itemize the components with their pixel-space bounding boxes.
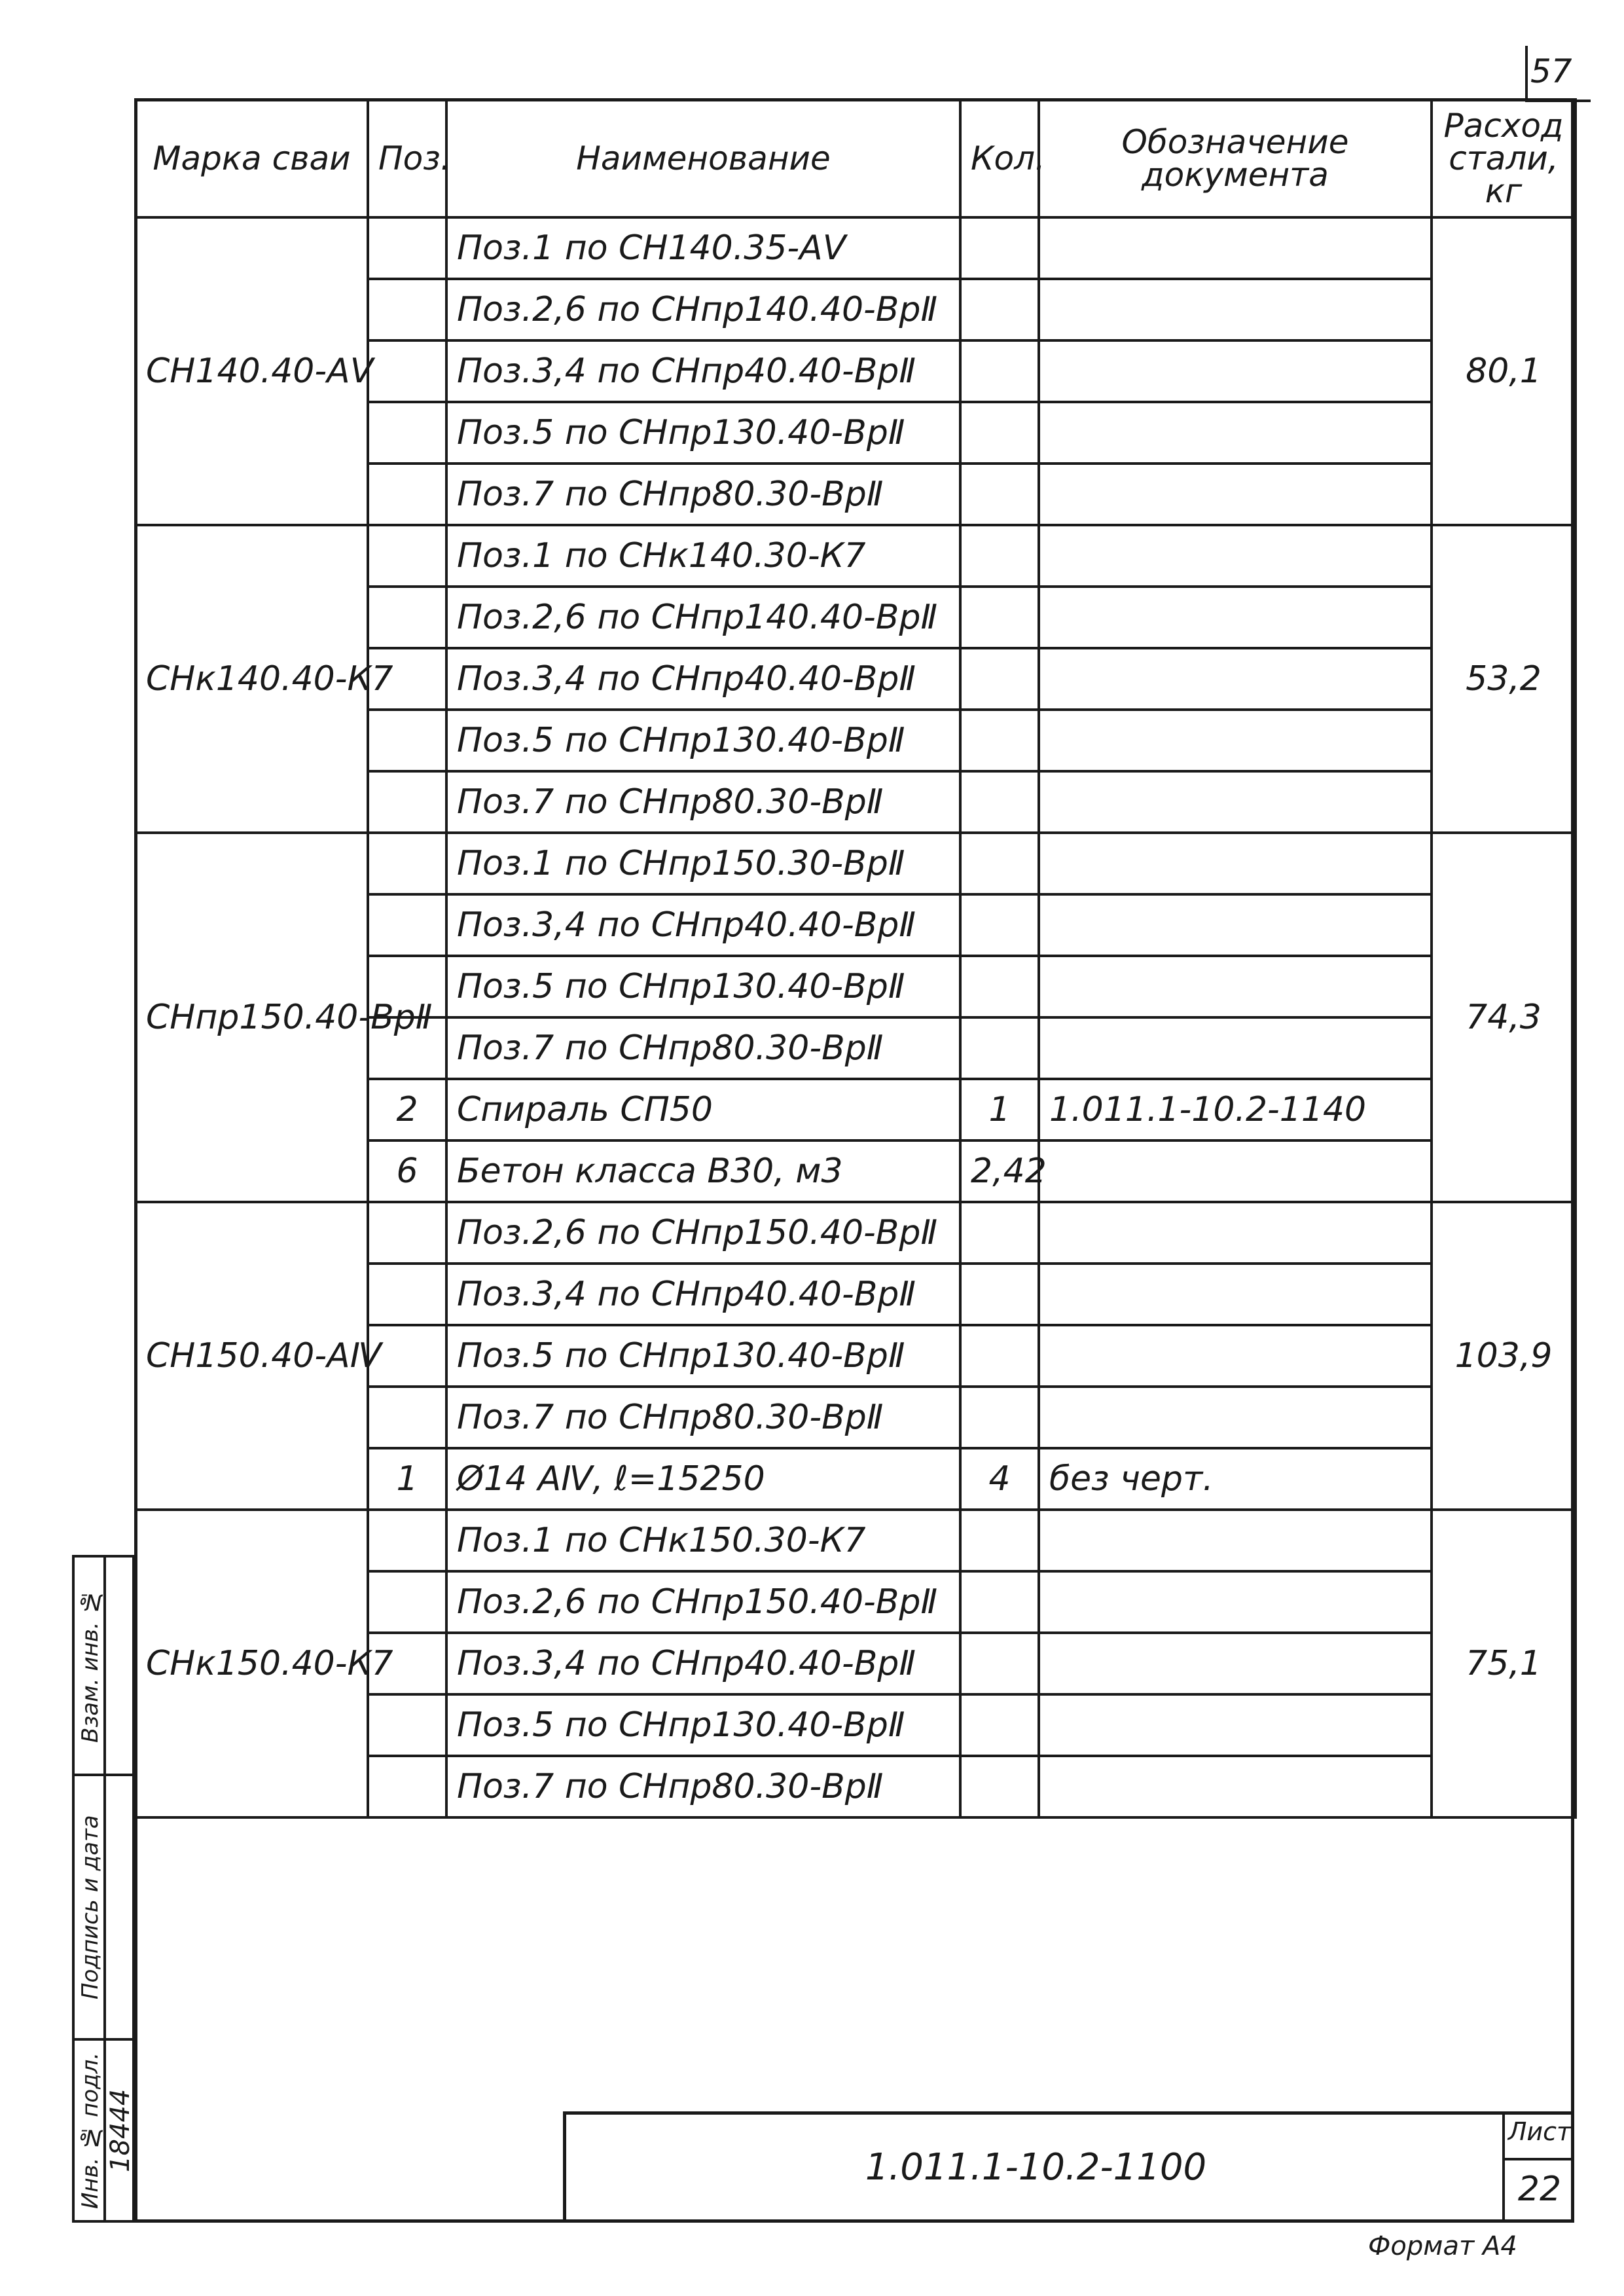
name-cell: Поз.3,4 по СНпр40.40-ВрⅡ: [446, 894, 960, 956]
table-row: [135, 525, 1576, 587]
quantity-cell: [960, 587, 1039, 648]
position-cell: 6: [368, 1140, 446, 1202]
table-row: [135, 1510, 1576, 1571]
side-stamp: [72, 1555, 135, 2223]
quantity-cell: [960, 833, 1039, 894]
header-doc: Обозначение документа: [1039, 100, 1432, 217]
document-cell: [1039, 1694, 1432, 1756]
document-cell: [1039, 279, 1432, 340]
name-cell: Бетон класса В30, м3: [446, 1140, 960, 1202]
name-cell: Поз.1 по СНк150.30-К7: [446, 1510, 960, 1571]
quantity-cell: [960, 217, 1039, 279]
name-cell: Поз.7 по СНпр80.30-ВрⅡ: [446, 771, 960, 833]
name-cell: Поз.1 по СН140.35-АⅤ: [446, 217, 960, 279]
document-cell: [1039, 956, 1432, 1017]
steel-consumption: 53,2: [1432, 525, 1576, 833]
document-cell: без черт.: [1039, 1448, 1432, 1510]
document-cell: [1039, 464, 1432, 525]
name-cell: Поз.3,4 по СНпр40.40-ВрⅡ: [446, 648, 960, 710]
document-cell: [1039, 587, 1432, 648]
quantity-cell: [960, 1325, 1039, 1387]
position-cell: 1: [368, 1448, 446, 1510]
document-cell: 1.011.1-10.2-1140: [1039, 1079, 1432, 1140]
table-row: [135, 833, 1576, 894]
name-cell: Поз.7 по СНпр80.30-ВрⅡ: [446, 1387, 960, 1448]
position-cell: [368, 587, 446, 648]
vzam-inv-label: Взам. инв. №: [77, 1588, 103, 1743]
quantity-cell: [960, 1694, 1039, 1756]
position-cell: [368, 833, 446, 894]
quantity-cell: [960, 710, 1039, 771]
document-cell: [1039, 894, 1432, 956]
document-cell: [1039, 1387, 1432, 1448]
document-cell: [1039, 1325, 1432, 1387]
page-number-divider: [1525, 46, 1528, 102]
quantity-cell: [960, 1756, 1039, 1817]
document-cell: [1039, 1140, 1432, 1202]
steel-consumption: 103,9: [1432, 1202, 1576, 1510]
document-cell: [1039, 1510, 1432, 1571]
name-cell: Спираль СП50: [446, 1079, 960, 1140]
quantity-cell: [960, 1387, 1039, 1448]
name-cell: Поз.1 по СНпр150.30-ВрⅡ: [446, 833, 960, 894]
quantity-cell: [960, 1510, 1039, 1571]
pile-mark: СНк140.40-К7: [135, 525, 368, 833]
document-cell: [1039, 1202, 1432, 1264]
quantity-cell: 4: [960, 1448, 1039, 1510]
table-body: [135, 217, 1576, 1817]
pile-mark: СНк150.40-К7: [135, 1510, 368, 1817]
steel-consumption: 74,3: [1432, 833, 1576, 1202]
position-cell: [368, 464, 446, 525]
position-cell: [368, 894, 446, 956]
document-cell: [1039, 648, 1432, 710]
document-cell: [1039, 1633, 1432, 1694]
header-qty: Кол.: [960, 100, 1039, 217]
quantity-cell: [960, 956, 1039, 1017]
document-cell: [1039, 710, 1432, 771]
position-cell: [368, 771, 446, 833]
name-cell: Поз.5 по СНпр130.40-ВрⅡ: [446, 402, 960, 464]
position-cell: [368, 1510, 446, 1571]
quantity-cell: [960, 340, 1039, 402]
pile-mark: СН150.40-АⅣ: [135, 1202, 368, 1510]
document-cell: [1039, 1264, 1432, 1325]
name-cell: Поз.7 по СНпр80.30-ВрⅡ: [446, 464, 960, 525]
title-block: [563, 2111, 1574, 2223]
quantity-cell: [960, 1264, 1039, 1325]
document-cell: [1039, 833, 1432, 894]
document-cell: [1039, 1756, 1432, 1817]
table-row: [135, 217, 1576, 279]
quantity-cell: 1: [960, 1079, 1039, 1140]
sheet-number: 22: [1517, 2170, 1562, 2209]
header-steel: Расход стали, кг: [1432, 100, 1576, 217]
format-label: Формат А4: [1368, 2231, 1517, 2261]
position-cell: [368, 1264, 446, 1325]
document-cell: [1039, 217, 1432, 279]
name-cell: Поз.1 по СНк140.30-К7: [446, 525, 960, 587]
document-cell: [1039, 1571, 1432, 1633]
quantity-cell: [960, 525, 1039, 587]
quantity-cell: [960, 1017, 1039, 1079]
position-cell: [368, 1756, 446, 1817]
name-cell: Поз.5 по СНпр130.40-ВрⅡ: [446, 1694, 960, 1756]
sheet-label: Лист: [1507, 2117, 1572, 2146]
header-name: Наименование: [446, 100, 960, 217]
position-cell: 2: [368, 1079, 446, 1140]
specification-table: [134, 98, 1577, 1819]
name-cell: Поз.2,6 по СНпр140.40-ВрⅡ: [446, 587, 960, 648]
position-cell: [368, 402, 446, 464]
document-cell: [1039, 1017, 1432, 1079]
name-cell: Поз.2,6 по СНпр140.40-ВрⅡ: [446, 279, 960, 340]
title-block-sheet-divider: [1502, 2158, 1574, 2160]
quantity-cell: [960, 279, 1039, 340]
header-pos: Поз.: [368, 100, 446, 217]
position-cell: [368, 340, 446, 402]
document-code: 1.011.1-10.2-1100: [865, 2145, 1207, 2189]
table-row: [135, 1202, 1576, 1264]
quantity-cell: 2,42: [960, 1140, 1039, 1202]
position-cell: [368, 1571, 446, 1633]
table-header-row: [135, 100, 1576, 217]
name-cell: Поз.2,6 по СНпр150.40-ВрⅡ: [446, 1571, 960, 1633]
quantity-cell: [960, 894, 1039, 956]
name-cell: Поз.2,6 по СНпр150.40-ВрⅡ: [446, 1202, 960, 1264]
name-cell: Поз.5 по СНпр130.40-ВрⅡ: [446, 956, 960, 1017]
header-mark: Марка сваи: [135, 100, 368, 217]
name-cell: Поз.5 по СНпр130.40-ВрⅡ: [446, 1325, 960, 1387]
document-cell: [1039, 340, 1432, 402]
document-cell: [1039, 771, 1432, 833]
title-block-divider: [1502, 2115, 1505, 2219]
position-cell: [368, 1202, 446, 1264]
document-cell: [1039, 525, 1432, 587]
inv-original-label: Инв. № подл.: [77, 2052, 103, 2209]
inv-original-value: 18444: [105, 2088, 135, 2172]
pile-mark: СН140.40-АⅤ: [135, 217, 368, 525]
signature-date-label: Подпись и дата: [77, 1815, 103, 1999]
name-cell: Ø14 АⅣ, ℓ=15250: [446, 1448, 960, 1510]
name-cell: Поз.7 по СНпр80.30-ВрⅡ: [446, 1017, 960, 1079]
quantity-cell: [960, 648, 1039, 710]
name-cell: Поз.5 по СНпр130.40-ВрⅡ: [446, 710, 960, 771]
name-cell: Поз.3,4 по СНпр40.40-ВрⅡ: [446, 1633, 960, 1694]
name-cell: Поз.3,4 по СНпр40.40-ВрⅡ: [446, 340, 960, 402]
name-cell: Поз.3,4 по СНпр40.40-ВрⅡ: [446, 1264, 960, 1325]
steel-consumption: 80,1: [1432, 217, 1576, 525]
document-cell: [1039, 402, 1432, 464]
quantity-cell: [960, 464, 1039, 525]
quantity-cell: [960, 771, 1039, 833]
pile-mark: СНпр150.40-ВрⅡ: [135, 833, 368, 1202]
position-cell: [368, 1387, 446, 1448]
quantity-cell: [960, 402, 1039, 464]
quantity-cell: [960, 1202, 1039, 1264]
position-cell: [368, 217, 446, 279]
position-cell: [368, 710, 446, 771]
steel-consumption: 75,1: [1432, 1510, 1576, 1817]
quantity-cell: [960, 1571, 1039, 1633]
quantity-cell: [960, 1633, 1039, 1694]
page-number: 57: [1530, 52, 1572, 90]
position-cell: [368, 525, 446, 587]
name-cell: Поз.7 по СНпр80.30-ВрⅡ: [446, 1756, 960, 1817]
position-cell: [368, 279, 446, 340]
position-cell: [368, 1694, 446, 1756]
